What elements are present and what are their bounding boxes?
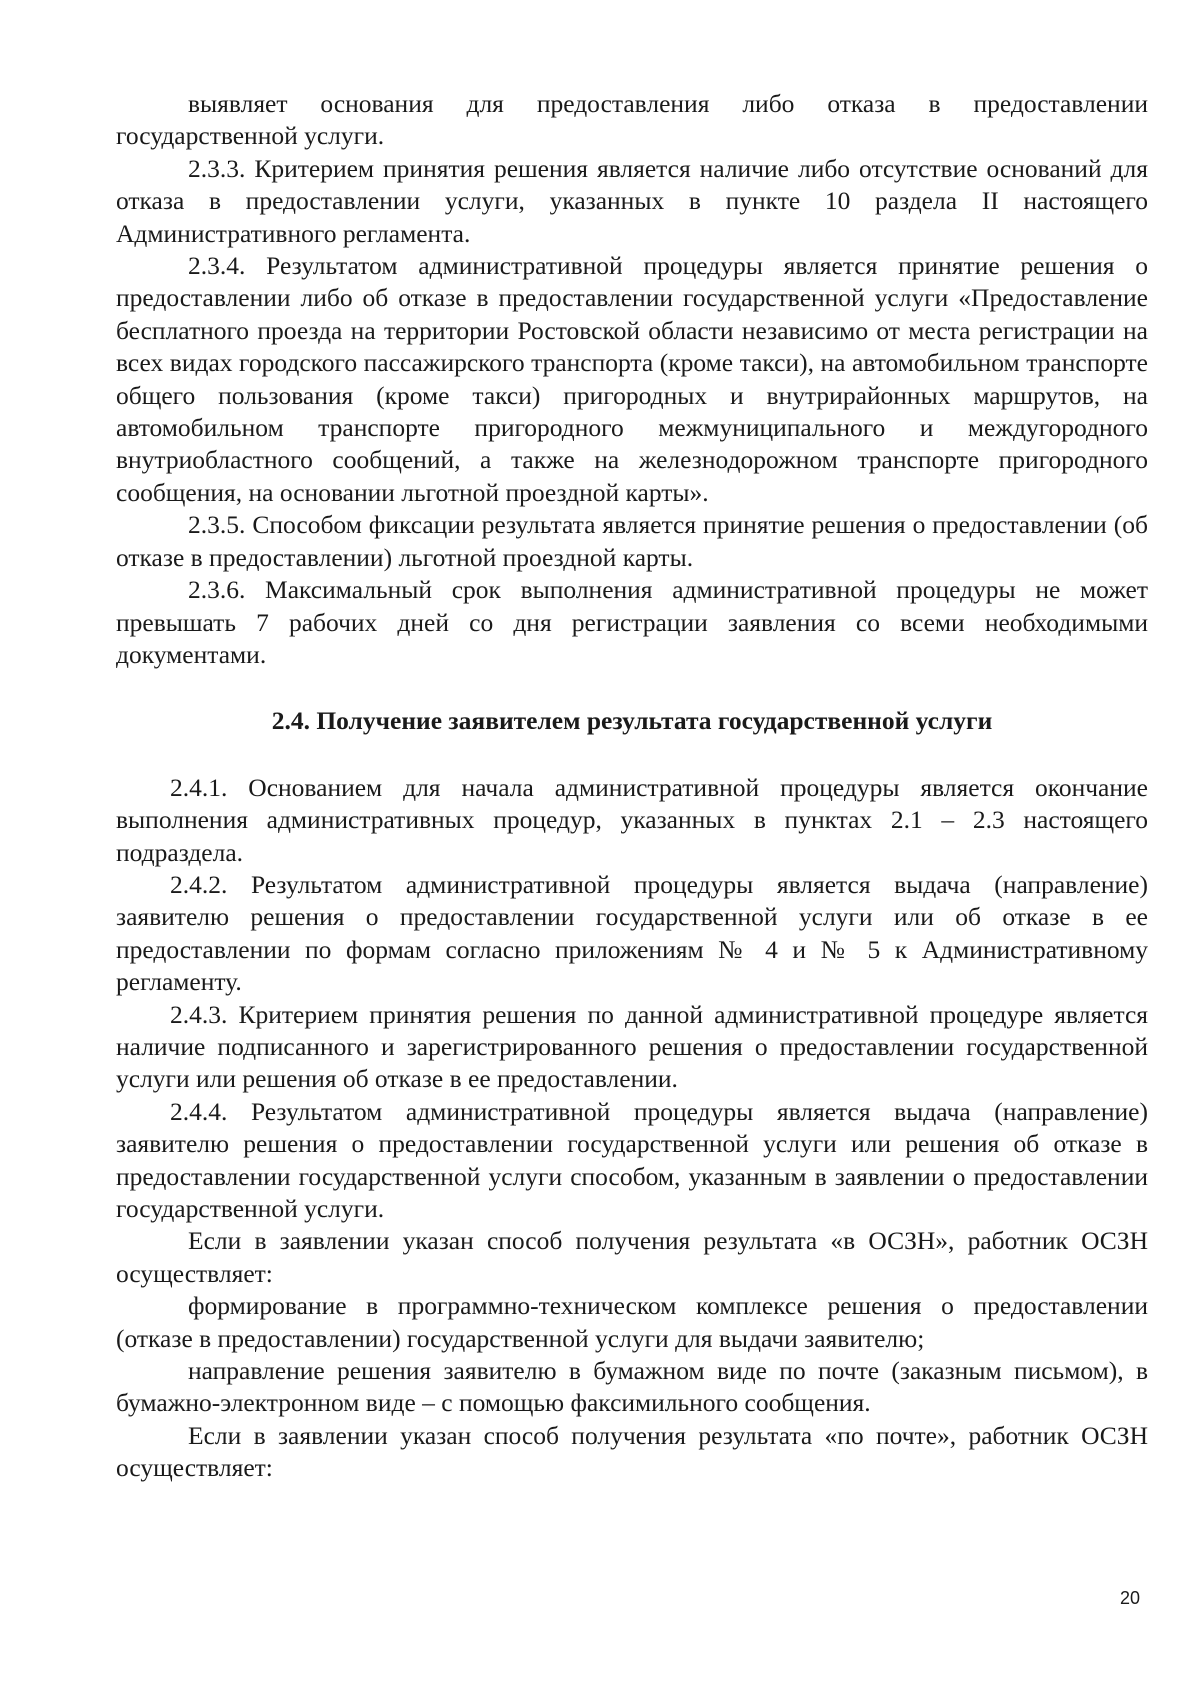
paragraph-formation: формирование в программно-техническом комплексе решения о предоставлении (отказе в предоставлении) государственной услуги для выдачи заявителю; bbox=[116, 1291, 1148, 1353]
section-heading: 2.4. Получение заявителем результата государственной услуги bbox=[271, 706, 993, 736]
paragraph-mail-method: Если в заявлении указан способ получения результата «по почте», работник ОСЗН осуществляет: bbox=[116, 1420, 1148, 1483]
paragraph-2-3-6: 2.3.6. Максимальный срок выполнения административной процедуры не может превышать 7 рабочих дней со дня регистрации заявления со всеми необходимыми документами. bbox=[116, 575, 1148, 669]
paragraph-2-3-3: 2.3.3. Критерием принятия решения является наличие либо отсутствие оснований для отказа в предоставлении услуги, указанных в пункте 10 раздела II настоящего Административного регламента. bbox=[116, 153, 1148, 248]
paragraph-2-4-4: 2.4.4. Результатом административной процедуры является выдача (направление) заявителю решения о предоставлении государственной услуги или решения об отказе в предоставлении государственной услуги способом, указанным в заявлении о предоставлении государственной услуги. bbox=[116, 1096, 1148, 1223]
paragraph-oszn-method: Если в заявлении указан способ получения результата «в ОСЗН», работник ОСЗН осуществляет: bbox=[116, 1226, 1148, 1288]
paragraph-2-3-5: 2.3.5. Способом фиксации результата является принятие решения о предоставлении (об отказе в предоставлении) льготной проездной карты. bbox=[116, 510, 1148, 572]
paragraph-2-4-1: 2.4.1. Основанием для начала административной процедуры является окончание выполнения административных процедур, указанных в пунктах 2.1 – 2.3 настоящего подраздела. bbox=[116, 772, 1148, 867]
paragraph-2-3-4: 2.3.4. Результатом административной процедуры является принятие решения о предоставлении либо об отказе в предоставлении государственной услуги «Предоставление бесплатного проезда на территории Ростовской области независимо от места регистрации на всех видах городского пассажирского транспорта (кроме такси), на автомобильном транспорте общего пользования (кроме такси) пригородных и внутрирайонных маршрутов, на автомобильном транспорте пригородного межмуниципального и междугородного внутриобластного сообщений, а также на железнодорожном транспорте пригородного сообщения, на основании льготной проездной карты». bbox=[116, 251, 1148, 507]
page-number: 20 bbox=[1120, 1588, 1141, 1608]
document-body bbox=[116, 88, 1148, 1485]
paragraph-direction: направление решения заявителю в бумажном виде по почте (заказным письмом), в бумажно-электронном виде – с помощью факсимильного сообщения. bbox=[116, 1356, 1148, 1418]
paragraph-continuation: выявляет основания для предоставления либо отказа в предоставлении государственной услуги. bbox=[116, 89, 1148, 151]
paragraph-2-4-2: 2.4.2. Результатом административной процедуры является выдача (направление) заявителю решения о предоставлении государственной услуги или об отказе в ее предоставлении по формам согласно приложениям № 4 и № 5 к Административному регламенту. bbox=[116, 869, 1148, 997]
paragraph-2-4-3: 2.4.3. Критерием принятия решения по данной административной процедуре является наличие подписанного и зарегистрированного решения о предоставлении государственной услуги или решения об отказе в ее предоставлении. bbox=[116, 999, 1148, 1094]
